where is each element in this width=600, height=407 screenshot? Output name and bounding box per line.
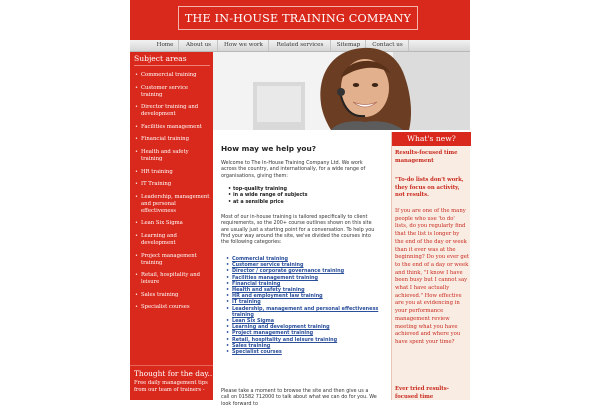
whats-new-panel — [391, 132, 470, 400]
category-link-label: Financial training — [232, 280, 281, 287]
sidebar-item-hr[interactable] — [130, 169, 213, 176]
sidebar-item-facilities[interactable] — [130, 124, 213, 131]
page-background-left — [0, 0, 130, 400]
bullet-icon: • — [135, 123, 138, 130]
sidebar-item-it[interactable] — [130, 181, 213, 188]
nav-about-us[interactable]: About us — [180, 40, 218, 51]
sidebar-item-label: HR training — [141, 168, 173, 175]
site-logo[interactable] — [178, 6, 418, 30]
category-link-label: IT training — [232, 299, 261, 306]
bullet-icon: • — [226, 287, 230, 294]
sidebar-item-specialist[interactable] — [130, 304, 213, 311]
benefit-text: in a wide range of subjects — [233, 192, 308, 199]
top-navigation — [130, 40, 470, 52]
sidebar-item-health-safety[interactable] — [130, 149, 213, 163]
browse-paragraph: Please take a moment to browse the site and then give us a call on 01582 712000 to talk about what we can do for you. We look forward to — [221, 388, 377, 407]
category-link-label: Health and safety training — [232, 287, 305, 294]
categories-paragraph: Most of our in-house training is tailored specifically to client requirements, so the 200+ course outlines shown on this site are usually just a starting point for a conversation. To help you find your way around the site, we've divided the courses into the following categories: — [221, 214, 375, 246]
sidebar-item-label: Project management training — [141, 252, 197, 266]
sidebar-item-label: Commercial training — [141, 72, 197, 78]
sidebar-item-sales[interactable] — [130, 292, 213, 299]
sidebar-item-label: Facilities management — [141, 123, 202, 130]
sidebar-item-director[interactable] — [130, 104, 213, 118]
bullet-icon: • — [135, 72, 138, 78]
category-link-label: Lean Six Sigma — [232, 318, 275, 325]
page-title: How may we help you? — [221, 144, 317, 153]
page-background-right — [470, 0, 600, 400]
sidebar-item-learning[interactable] — [130, 233, 213, 247]
benefits-list — [228, 186, 308, 205]
bullet-icon: • — [135, 272, 138, 279]
site-logo-title: THE IN-HOUSE TRAINING COMPANY — [184, 11, 412, 25]
bullet-icon: • — [135, 193, 138, 200]
sidebar-item-label: Retail, hospitality and leisure — [141, 272, 201, 286]
subject-areas-sidebar — [130, 52, 213, 400]
main-content — [216, 130, 386, 407]
bullet-icon: • — [226, 274, 230, 281]
sidebar-item-label: Leadership, management and personal effectiveness — [141, 193, 210, 214]
bullet-icon: • — [226, 305, 230, 312]
category-links — [226, 256, 381, 355]
category-link-specialist[interactable] — [226, 349, 381, 355]
bullet-icon: • — [226, 342, 230, 349]
bullet-icon: • — [226, 262, 230, 269]
sidebar-item-label: Learning and development — [141, 232, 177, 246]
category-link-label: Retail, hospitality and leisure training — [232, 336, 338, 343]
benefit-item — [228, 199, 308, 205]
bullet-icon: • — [135, 291, 138, 298]
nav-how-we-work[interactable]: How we work — [219, 40, 269, 51]
sidebar-item-lean-six-sigma[interactable] — [130, 220, 213, 227]
news-body: If you are one of the many people who use 'to do' lists, do you regularly find that the list is longer by the end of the day or week than it ever was at the beginning? Do you ever get to the end of a day or week and think, "I know I have been busy but I cannot say what I have actually achieved." How effective are you at evidencing in your performance management review meeting what you have achieved and where you have spent your time? — [395, 208, 469, 345]
sidebar-item-commercial[interactable] — [130, 72, 213, 79]
bullet-icon: • — [226, 324, 230, 331]
bullet-icon: • — [226, 336, 230, 343]
benefit-text: top-quality training — [233, 186, 287, 192]
bullet-icon: • — [135, 220, 138, 227]
bullet-icon: • — [226, 280, 230, 287]
news-quote: "To-do lists don't work, they focus on activity, not results. — [395, 177, 464, 199]
category-link-label: HR and employment law training — [232, 293, 323, 300]
bullet-icon: • — [135, 84, 138, 91]
bullet-icon: • — [226, 293, 230, 300]
sidebar-item-label: Health and safety training — [141, 148, 189, 162]
bullet-icon: • — [226, 299, 230, 306]
thought-for-the-day — [130, 365, 213, 400]
nav-home[interactable]: Home — [152, 40, 179, 51]
category-link-label: Leadership, management and personal effectiveness training — [232, 305, 379, 318]
subject-list — [130, 72, 213, 317]
bullet-icon: • — [135, 181, 138, 188]
sidebar-item-retail[interactable] — [130, 272, 213, 286]
sidebar-item-project[interactable] — [130, 253, 213, 267]
category-link-label: Sales training — [232, 342, 271, 349]
category-link-label: Specialist courses — [232, 349, 282, 356]
bullet-icon: • — [228, 192, 232, 199]
hero-photo — [213, 52, 470, 130]
site-header — [130, 0, 470, 40]
sidebar-heading: Subject areas — [134, 54, 187, 63]
sidebar-item-customer-service[interactable] — [130, 85, 213, 99]
sidebar-item-label: Director training and development — [141, 104, 199, 118]
thought-text: Free daily management tips from our team of trainers - — [134, 380, 208, 393]
sidebar-item-label: IT Training — [141, 181, 172, 188]
sidebar-divider — [134, 65, 210, 66]
bullet-icon: • — [135, 136, 138, 143]
sidebar-item-financial[interactable] — [130, 136, 213, 143]
bullet-icon: • — [228, 198, 232, 205]
nav-related-services[interactable]: Related services — [270, 40, 331, 51]
category-link-label: Project management training — [232, 330, 314, 337]
bullet-icon: • — [135, 148, 138, 155]
bullet-icon: • — [226, 330, 230, 337]
news-headline[interactable]: Results-focused time management — [395, 150, 458, 164]
sidebar-item-label: Specialist courses — [141, 304, 190, 311]
bullet-icon: • — [226, 256, 230, 262]
category-link-label: Customer service training — [232, 262, 304, 269]
bullet-icon: • — [226, 349, 230, 356]
thought-heading: Thought for the day... — [134, 369, 215, 378]
category-link-label: Commercial training — [232, 256, 288, 262]
nav-contact-us[interactable]: Contact us — [367, 40, 409, 51]
bullet-icon: • — [135, 232, 138, 239]
page-container — [130, 0, 470, 407]
whats-new-heading: What's new? — [407, 134, 456, 143]
sidebar-item-label: Sales training — [141, 291, 179, 298]
bullet-icon: • — [135, 104, 138, 111]
nav-sitemap[interactable]: Sitemap — [332, 40, 366, 51]
sidebar-item-leadership[interactable] — [130, 194, 213, 215]
category-link-label: Facilities management training — [232, 274, 319, 281]
bullet-icon: • — [135, 252, 138, 259]
intro-paragraph: Welcome to The In-House Training Company Ltd. We work across the country, and internationally, for a wide range of organisations, giving them: — [221, 160, 366, 179]
news-tail: Ever tried results-focused time — [395, 386, 449, 400]
sidebar-item-label: Customer service training — [141, 84, 189, 98]
category-link-label: Director / corporate governance training — [232, 268, 345, 275]
bullet-icon: • — [228, 186, 232, 192]
bullet-icon: • — [135, 304, 138, 311]
hero-illustration — [213, 52, 470, 130]
category-link-leadership[interactable] — [226, 306, 381, 318]
category-link-label: Learning and development training — [232, 324, 330, 331]
sidebar-item-label: Financial training — [141, 136, 189, 143]
whats-new-header — [392, 132, 471, 146]
bullet-icon: • — [226, 318, 230, 325]
bullet-icon: • — [226, 268, 230, 275]
bullet-icon: • — [135, 168, 138, 175]
benefit-text: at a sensible price — [233, 198, 284, 205]
sidebar-item-label: Lean Six Sigma — [141, 220, 183, 227]
